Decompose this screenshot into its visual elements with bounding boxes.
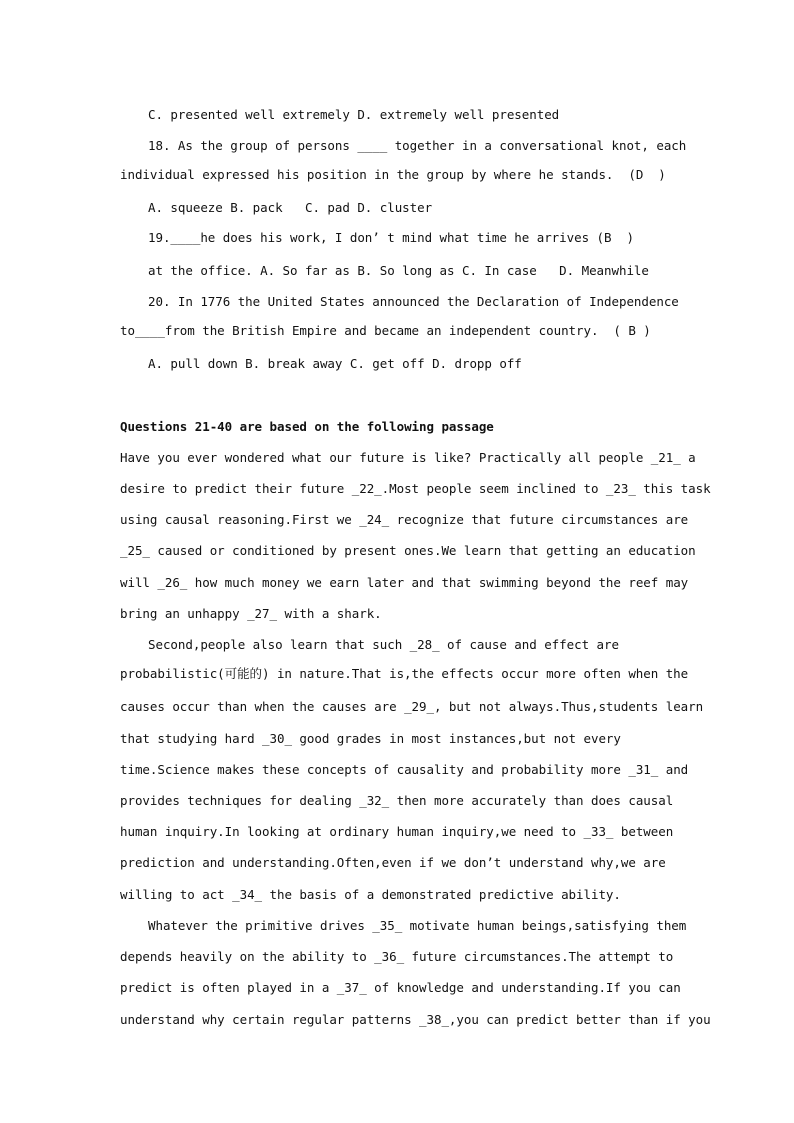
q18-stem-line-2: individual expressed his position in the group by where he stands. (D ) — [120, 167, 666, 182]
q20-options: A. pull down B. break away C. get off D. dropp off — [148, 356, 522, 371]
passage-line: prediction and understanding.Often,even if we don’t understand why,we are — [120, 855, 666, 870]
passage-line: causes occur than when the causes are _29_, but not always.Thus,students learn — [120, 699, 704, 714]
passage-line: Have you ever wondered what our future is like? Practically all people _21_ a — [120, 450, 696, 465]
q19-stem-line-2: at the office. A. So far as B. So long as C. In case D. Meanwhile — [148, 263, 649, 278]
passage-heading: Questions 21-40 are based on the following passage — [120, 419, 494, 434]
q20-stem-line-1: 20. In 1776 the United States announced the Declaration of Independence — [148, 294, 679, 309]
q17-options: C. presented well extremely D. extremely well presented — [148, 107, 560, 122]
q18-options: A. squeeze B. pack C. pad D. cluster — [148, 200, 433, 215]
passage-line: _25_ caused or conditioned by present ones.We learn that getting an education — [120, 543, 696, 558]
passage-line: Whatever the primitive drives _35_ motivate human beings,satisfying them — [148, 918, 687, 933]
passage-line: Second,people also learn that such _28_ of cause and effect are — [148, 637, 619, 652]
passage-line: probabilistic(可能的) in nature.That is,the effects occur more often when the — [120, 666, 689, 681]
q20-stem-line-2: to____from the British Empire and became an independent country. ( B ) — [120, 323, 651, 338]
passage-line: bring an unhappy _27_ with a shark. — [120, 606, 382, 621]
passage-line: that studying hard _30_ good grades in most instances,but not every — [120, 731, 621, 746]
passage-line: provides techniques for dealing _32_ then more accurately than does causal — [120, 793, 674, 808]
passage-line: human inquiry.In looking at ordinary human inquiry,we need to _33_ between — [120, 824, 674, 839]
passage-line: understand why certain regular patterns _38_,you can predict better than if you — [120, 1012, 711, 1027]
passage-line: desire to predict their future _22_.Most people seem inclined to _23_ this task — [120, 481, 711, 496]
q19-stem-line-1: 19.____he does his work, I don’ t mind what time he arrives (B ) — [148, 230, 634, 245]
passage-line: time.Science makes these concepts of causality and probability more _31_ and — [120, 762, 689, 777]
passage-line: depends heavily on the ability to _36_ future circumstances.The attempt to — [120, 949, 674, 964]
passage-line: will _26_ how much money we earn later and that swimming beyond the reef may — [120, 575, 689, 590]
passage-line: willing to act _34_ the basis of a demonstrated predictive ability. — [120, 887, 621, 902]
passage-line: predict is often played in a _37_ of knowledge and understanding.If you can — [120, 980, 681, 995]
q18-stem-line-1: 18. As the group of persons ____ together in a conversational knot, each — [148, 138, 687, 153]
passage-line: using causal reasoning.First we _24_ recognize that future circumstances are — [120, 512, 689, 527]
